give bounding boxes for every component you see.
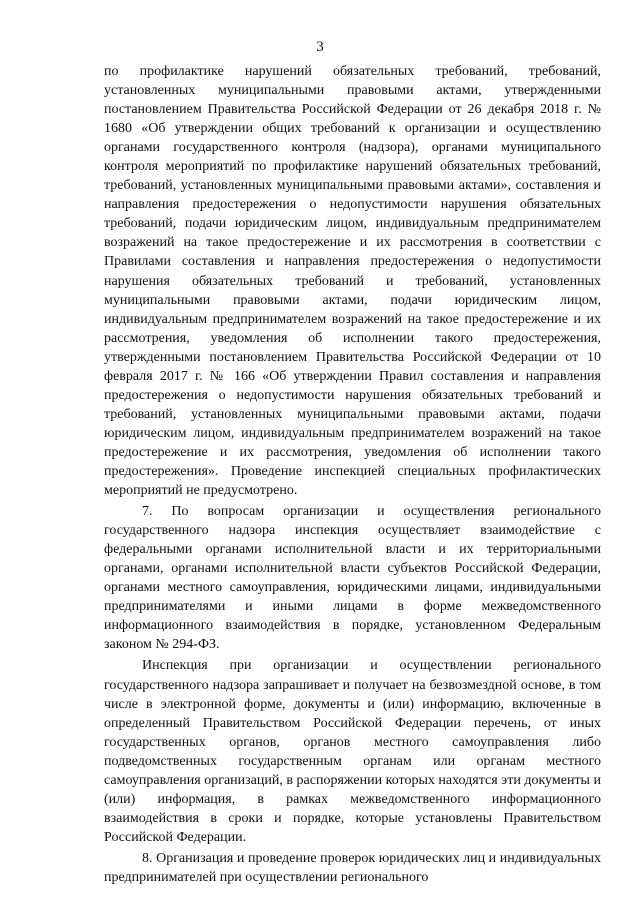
page-number: 3 [316, 39, 324, 55]
paragraph-continuation: по профилактике нарушений обязательных требований, требований, установленных муниципальными правовыми актами, утвержденными постановлением Правительства Российской Федерации от 26 декабря 2018 г. № 1680 «Об утверждении общих требований к организации и осуществлению органами государственного контроля (надзора), органами муниципального контроля мероприятий по профилактике нарушений обязательных требований, требований, установленных муниципальными правовыми актами», составления и направления предостережения о недопустимости нарушения обязательных требований, подачи юридическим лицом, индивидуальным предпринимателем возражений на такое предостережение и их рассмотрения в соответствии с Правилами составления и направления предостережения о недопустимости нарушения обязательных требований и требований, установленных муниципальными правовыми актами, подачи юридическим лицом, индивидуальным предпринимателем возражений на такое предостережение и их рассмотрения, уведомления об исполнении такого предостережения, утвержденными постановлением Правительства Российской Федерации от 10 февраля 2017 г. № 166 «Об утверждении Правил составления и направления предостережения о недопустимости нарушения обязательных требований и требований, установленных муниципальными правовыми актами, подачи юридическим лицом, индивидуальным предпринимателем возражений на такое предостережение и их рассмотрения, уведомления об исполнении такого предостережения». Проведение инспекцией специальных профилактических мероприятий не предусмотрено. [104, 64, 601, 499]
paragraph-item-7-continued: Инспекция при организации и осуществлении регионального государственного надзора запрашивает и получает на безвозмездной основе, в том числе в электронной форме, документы и (или) информацию, включенные в определенный Правительством Российской Федерации перечень, от иных государственных органов, органов местного самоуправления либо подведомственных государственным органам или органам местного самоуправления организаций, в распоряжении которых находятся эти документы и (или) информация, в рамках межведомственного информационного взаимодействия в сроки и порядке, которые установлены Правительством Российской Федерации. [104, 658, 601, 845]
document-body [104, 62, 601, 887]
paragraph-item-8: 8. Организация и проведение проверок юридических лиц и индивидуальных предпринимателей при осуществлении регионального [104, 850, 601, 885]
paragraph-item-7: 7. По вопросам организации и осуществления регионального государственного надзора инспекция осуществляет взаимодействие с федеральными органами исполнительной власти и их территориальными органами, органами исполнительной власти субъектов Российской Федерации, органами местного самоуправления, юридическими лицами, индивидуальными предпринимателями и иными лицами в форме межведомственного информационного взаимодействия в порядке, установленном Федеральным законом № 294-ФЗ. [104, 504, 601, 653]
